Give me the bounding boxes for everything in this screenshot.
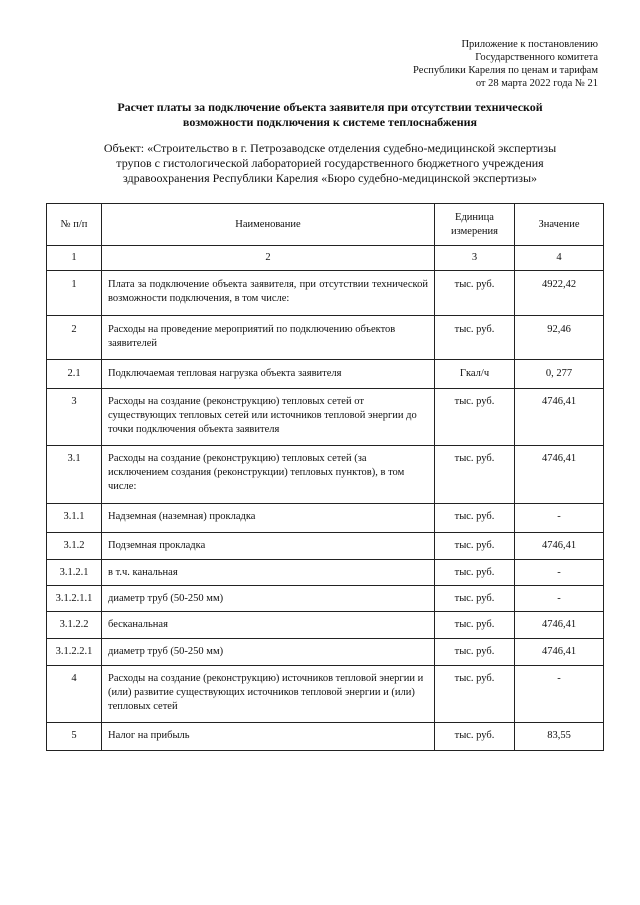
header-num: № п/п (47, 204, 102, 246)
row-name: Подключаемая тепловая нагрузка объекта заявителя (102, 360, 435, 389)
row-value: 4746,41 (515, 446, 604, 504)
row-value: 4746,41 (515, 639, 604, 666)
calculation-table (46, 203, 604, 751)
row-name: Расходы на создание (реконструкцию) источников тепловой энергии и (или) развитие существующих источников тепловой энергии и (или) тепловых сетей (102, 666, 435, 723)
row-unit: тыс. руб. (435, 271, 515, 316)
row-num: 4 (47, 666, 102, 723)
table-row (47, 360, 604, 389)
table-index-row (47, 246, 604, 271)
row-unit: Гкал/ч (435, 360, 515, 389)
row-name: бесканальная (102, 612, 435, 639)
table-row (47, 271, 604, 316)
row-unit: тыс. руб. (435, 389, 515, 446)
row-name: Подземная прокладка (102, 533, 435, 560)
row-value: - (515, 666, 604, 723)
row-name: Налог на прибыль (102, 723, 435, 751)
table-header-row (47, 204, 604, 246)
row-value: - (515, 586, 604, 612)
appendix-line: Государственного комитета (475, 52, 598, 63)
index-cell: 3 (435, 246, 515, 271)
title-line: возможности подключения к системе теплоснабжения (182, 115, 478, 129)
row-name: в т.ч. канальная (102, 560, 435, 586)
row-num: 1 (47, 271, 102, 316)
row-value: 0, 277 (515, 360, 604, 389)
table-row (47, 639, 604, 666)
object-description (60, 141, 600, 186)
row-name: Расходы на проведение мероприятий по подключению объектов заявителей (102, 316, 435, 360)
row-num: 3.1.2.1.1 (47, 586, 102, 612)
index-cell: 4 (515, 246, 604, 271)
row-value: 4746,41 (515, 389, 604, 446)
row-value: 4746,41 (515, 612, 604, 639)
table-row (47, 533, 604, 560)
row-value: 4922,42 (515, 271, 604, 316)
row-num: 5 (47, 723, 102, 751)
object-line: Объект: «Строительство в г. Петрозаводске отделения судебно-медицинской экспертизы (103, 141, 557, 155)
table-row (47, 612, 604, 639)
row-name: Плата за подключение объекта заявителя, при отсутствии технической возможности подключения, в том числе: (102, 271, 435, 316)
row-name: диаметр труб (50-250 мм) (102, 639, 435, 666)
row-num: 3.1 (47, 446, 102, 504)
header-value: Значение (515, 204, 604, 246)
object-line: трупов с гистологической лабораторией государственного бюджетного учреждения (116, 156, 544, 170)
table-row (47, 586, 604, 612)
document-title (60, 100, 600, 130)
row-value: - (515, 560, 604, 586)
appendix-note (413, 38, 598, 90)
header-unit: Единица измерения (435, 204, 515, 246)
appendix-line: Республики Карелия по ценам и тарифам (413, 65, 598, 76)
row-num: 2.1 (47, 360, 102, 389)
title-line: Расчет платы за подключение объекта заявителя при отсутствии технической (117, 100, 543, 114)
row-num: 3 (47, 389, 102, 446)
row-unit: тыс. руб. (435, 612, 515, 639)
row-num: 3.1.1 (47, 504, 102, 533)
row-num: 3.1.2.1 (47, 560, 102, 586)
header-name: Наименование (102, 204, 435, 246)
row-unit: тыс. руб. (435, 586, 515, 612)
row-value: 4746,41 (515, 533, 604, 560)
row-name: Расходы на создание (реконструкцию) тепловых сетей от существующих тепловых сетей или источников тепловой энергии до точки подключения объекта заявителя (102, 389, 435, 446)
table-row (47, 560, 604, 586)
appendix-line: от 28 марта 2022 года № 21 (475, 78, 598, 89)
index-cell: 2 (102, 246, 435, 271)
appendix-line: Приложение к постановлению (461, 39, 598, 50)
row-unit: тыс. руб. (435, 666, 515, 723)
row-unit: тыс. руб. (435, 446, 515, 504)
index-cell: 1 (47, 246, 102, 271)
table-row (47, 504, 604, 533)
row-unit: тыс. руб. (435, 723, 515, 751)
row-unit: тыс. руб. (435, 560, 515, 586)
row-name: Надземная (наземная) прокладка (102, 504, 435, 533)
object-line: здравоохранения Республики Карелия «Бюро судебно-медицинской экспертизы» (122, 171, 538, 185)
table-row (47, 316, 604, 360)
row-num: 3.1.2.2.1 (47, 639, 102, 666)
row-num: 2 (47, 316, 102, 360)
row-value: - (515, 504, 604, 533)
row-num: 3.1.2.2 (47, 612, 102, 639)
row-unit: тыс. руб. (435, 316, 515, 360)
table-row (47, 666, 604, 723)
row-name: Расходы на создание (реконструкцию) тепловых сетей (за исключением создания (реконструкции) тепловых пунктов), в том числе: (102, 446, 435, 504)
row-num: 3.1.2 (47, 533, 102, 560)
table-row (47, 723, 604, 751)
row-value: 83,55 (515, 723, 604, 751)
row-name: диаметр труб (50-250 мм) (102, 586, 435, 612)
table-row (47, 389, 604, 446)
table-row (47, 446, 604, 504)
row-value: 92,46 (515, 316, 604, 360)
row-unit: тыс. руб. (435, 533, 515, 560)
row-unit: тыс. руб. (435, 639, 515, 666)
row-unit: тыс. руб. (435, 504, 515, 533)
